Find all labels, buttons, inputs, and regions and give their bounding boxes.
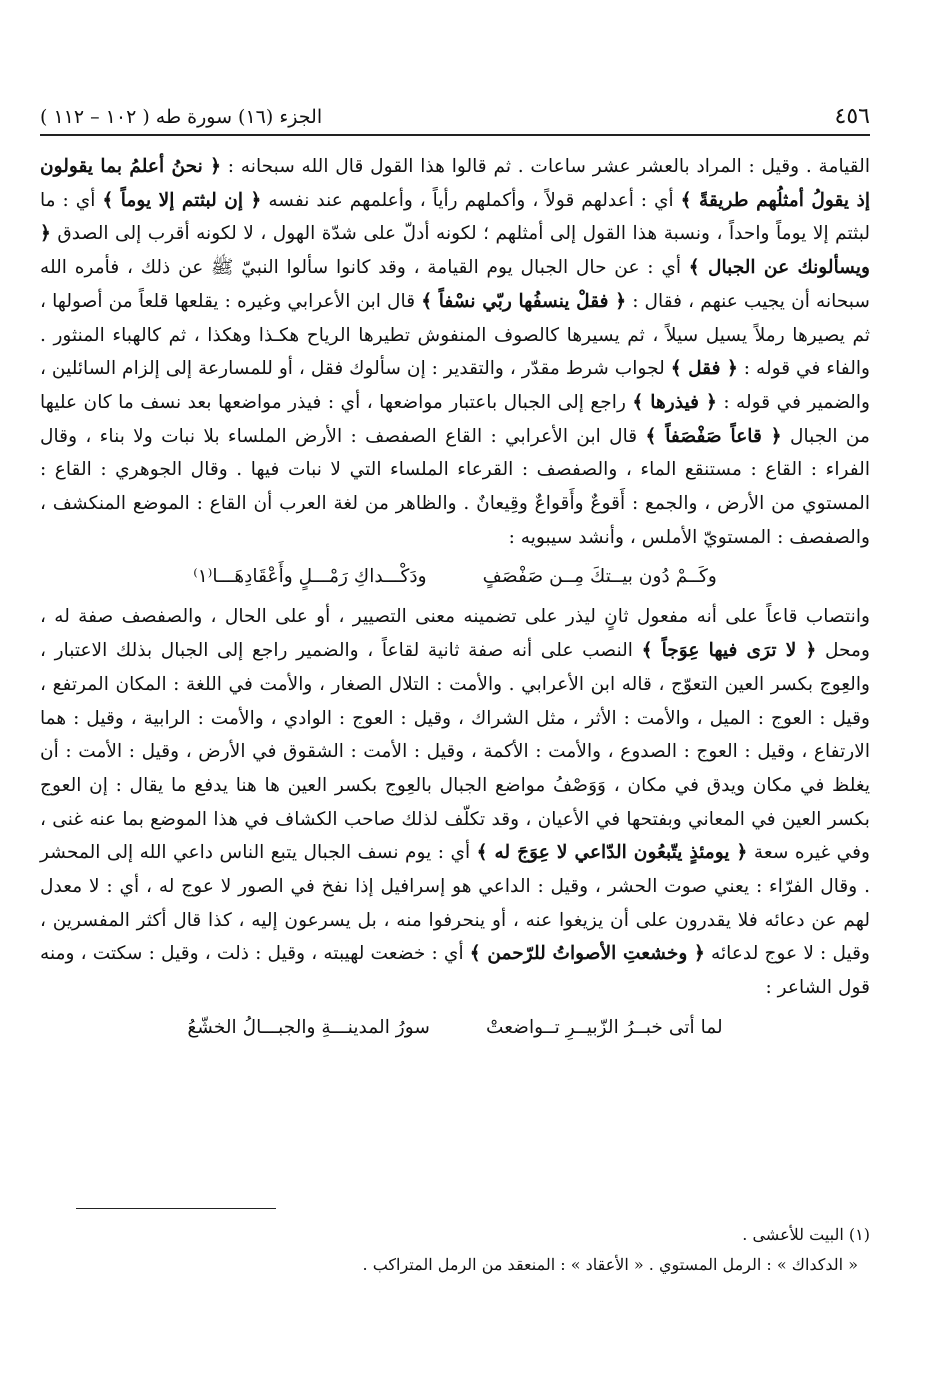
quran-quote: ﴿ فقلْ ينسفُها ربّي نسْفاً ﴾ [421,290,627,312]
footnote: « الدكداك » : الرمل المستوي . « الأعقاد » : المنعقد من الرمل المتراكب . [362,1255,858,1274]
quran-quote: ﴿ لا ترَى فيها عِوَجاً ﴾ [641,640,817,662]
footnote-divider [76,1208,276,1209]
main-text [40,150,870,1051]
quran-quote: ﴿ فقل ﴾ [670,358,738,380]
poem-second-hemistich: سورُ المدينـــةِ والجبـــالُ الخشّعُ [187,1016,430,1038]
text-run: القيامة . وقيل : المراد بالعشر عشر ساعات . ثم قالوا هذا القول قال الله سبحانه : [221,156,870,177]
poem-first-hemistich: لما أتى خبــرُ الزّبيــرِ تــواضعتْ [485,1016,723,1038]
poem-verse [40,554,870,600]
poem-verse [40,1005,870,1051]
text-run: قال ابن الأعرابي وغيره : يقلعها قلعاً من أصولها ، ثم يصيرها رملاً يسيل سيلاً ، ثم يسيرها كالصوف المنفوش تطيرها الرياح هكـذا وهكذا ، ثم كالهباء المنثور . والفاء في قوله : [40,290,871,380]
quran-quote: ﴿ فيذرها ﴾ [632,391,717,413]
text-run: أي : خضعت لهيبته ، وقيل : ذلت ، وقيل : سكتت ، ومنه قول الشاعر : [40,943,870,999]
text-run: النصب على أنه صفة ثانية لقاعاً ، والضمير راجع إلى الجبال بذلك الاعتبار ، والعِوج بكسر العين التعوّج ، قاله ابن الأعرابي . والأمت : التلال الصغار ، والأمت في اللغة : المكان المرتفع ، وقيل : العوج : الميل ، والأمت : الأثر ، مثل الشراك ، وقيل : العوج : الوادي ، والأمت : الرابية ، وقيل : هما الارتفاع ، وقيل : العوج : الصدوع ، والأمت : الأكمة ، وقيل : الأمت : الشقوق في الأرض ، وقيل : الأمت : أن يغلظ في مكان ويدق في مكان ، وَوَصْفُ مواضع الجبال بالعِوج بكسر العين ها هنا يدفع ما يقال : إن العوج بكسر العين في المعاني وبفتحها في الأعيان ، وقد تكلّف لذلك صاحب الكشاف في هذا الموضع بما عنه غنى ، وفي غيره سعة [40,640,870,864]
header-title: الجزء (١٦) سورة طه ( ١٠٢ – ١١٢ ) [40,106,323,128]
footnote: (١) البيت للأعشى . [742,1225,870,1244]
quran-quote: ﴿ يومئذٍ يتّبعُون الدّاعي لا عِوَجَ له ﴾ [476,842,748,864]
running-header [40,104,870,136]
poem-second-hemistich: ودَكْـــداكِ رَمْـــلٍ وأَعْقَادِهَـــا⁽١⁾ [193,566,427,588]
text-run: وانتصاب قاعاً على أنه مفعول ثانٍ ليذر على تضمينه معنى التصيير ، أو على الحال ، والصفصف صفة له ، ومحل [40,606,870,662]
quran-quote: ﴿ إن لبثتم إلا يوماً ﴾ [102,189,262,211]
text-run: راجع إلى الجبال باعتبار مواضعها ، أي : فيذر مواضعها بعد نسف ما كان عليها من الجبال [40,391,870,447]
paragraph [40,150,870,554]
text-run: قال ابن الأعرابي : القاع الصفصف : الأرض الملساء بلا نبات ولا بناء ، وقال الفراء : القاع : مستنقع الماء ، والصفصف : القرعاء الملساء التي لا نبات فيها . وقال الجوهري : القاع : المستوي من الأرض ، والجمع : أَقوعٌ وأَقواعٌ وقِيعانٌ . والظاهر من لغة العرب أن القاع : الموضع المنكشف ، والصفصف : المستويّ الأملس ، وأنشد سيبويه : [40,425,870,548]
quran-quote: ﴿ وخشعتِ الأصواتُ للرّحمن ﴾ [469,943,705,965]
quran-quote: ﴿ ويسألونك عن الجبال ﴾ [40,223,870,279]
text-run: أي : أعدلهم قولاً ، وأكملهم رأياً ، وأعلمهم عند نفسه [261,189,681,211]
poem-first-hemistich: وكَــمْ دُون بيــتكَ مِــن صَفْصَفٍ [482,566,717,588]
quran-quote: ﴿ نحنُ أعلمُ بما يقولون إذ يقولُ أمثلُهم طريقةً ﴾ [40,156,871,211]
paragraph [40,600,870,1004]
page-number: ٤٥٦ [834,104,870,129]
text-run: أي : ما لبثتم إلا يوماً واحداً ، ونسبة هذا القول إلى أمثلهم ؛ لكونه أدلّ على شدّة الهول ، لا لكونه أقرب إلى الصدق [40,189,870,245]
footnotes [40,1220,870,1280]
text-run: أي : عن حال الجبال يوم القيامة ، وقد كانوا سألوا النبيّ ﷺ عن ذلك ، فأمره الله سبحانه أن يجيب عنهم ، فقال : [40,257,870,312]
text-run: لجواب شرط مقدّر ، والتقدير : إن سألوك فقل ، أو للمسارعة إلى إلزام السائلين ، والضمير في قوله : [40,358,870,413]
text-run: أي : يوم نسف الجبال يتبع الناس داعي الله إلى المحشر . وقال الفرّاء : يعني صوت الحشر ، وقيل : الداعي هو إسرافيل إذا نفخ في الصور لا عوج له ، أي : لا معدل لهم عن دعائه فلا يقدرون على أن يزيغوا عنه ، أو ينحرفوا منه ، بل يسرعون إليه ، كذا قال أكثر المفسرين ، وقيل : لا عوج لدعائه [40,842,871,965]
quran-quote: ﴿ قاعاً صَفْصَفاً ﴾ [645,425,782,447]
